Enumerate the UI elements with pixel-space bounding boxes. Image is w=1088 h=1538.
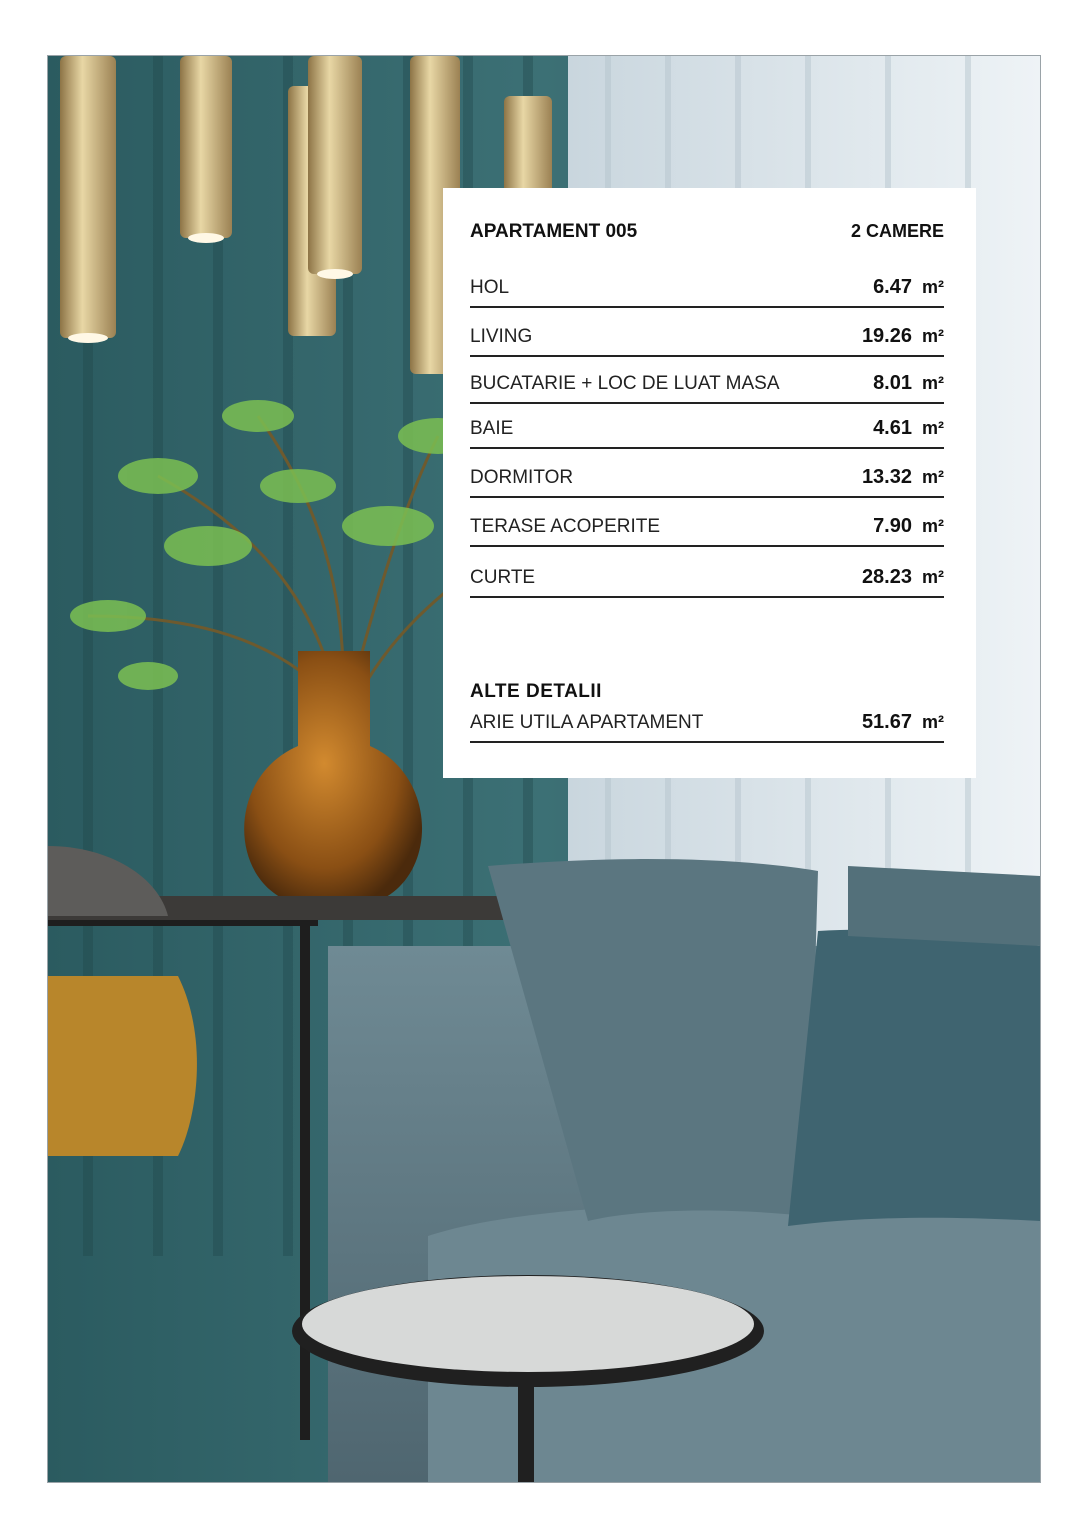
room-label: LIVING xyxy=(470,326,533,347)
room-area: 8.01 xyxy=(873,372,912,394)
area-unit: m² xyxy=(922,567,944,587)
room-area: 28.23 xyxy=(861,566,912,588)
room-label: BUCATARIE + LOC DE LUAT MASA xyxy=(470,373,780,394)
area-unit: m² xyxy=(922,418,944,438)
apartment-title: APARTAMENT 005 xyxy=(470,221,638,242)
area-unit: m² xyxy=(922,277,944,297)
room-label: BAIE xyxy=(470,418,514,439)
room-list xyxy=(470,275,944,610)
area-unit: m² xyxy=(922,712,944,732)
detail-row-arie-utila xyxy=(470,712,944,743)
details-list xyxy=(470,712,944,755)
rooms-count: 2 CAMERE xyxy=(850,221,944,241)
area-unit: m² xyxy=(922,467,944,487)
room-row-dormitor xyxy=(470,461,944,498)
room-row-living xyxy=(470,320,944,357)
detail-area: 51.67 xyxy=(861,711,912,733)
room-area: 7.90 xyxy=(873,515,912,537)
room-row-hol xyxy=(470,275,944,308)
apartment-info-card xyxy=(443,188,976,778)
area-unit: m² xyxy=(922,516,944,536)
room-label: CURTE xyxy=(470,567,536,588)
room-row-curte xyxy=(470,559,944,598)
card-header xyxy=(470,221,944,243)
room-row-bucatarie xyxy=(470,369,944,404)
room-row-baie xyxy=(470,416,944,449)
room-area: 6.47 xyxy=(873,276,912,298)
room-area: 13.32 xyxy=(861,466,912,488)
room-label: HOL xyxy=(470,277,510,298)
area-unit: m² xyxy=(922,373,944,393)
area-unit: m² xyxy=(922,326,944,346)
room-area: 4.61 xyxy=(873,417,912,439)
room-label: TERASE ACOPERITE xyxy=(470,516,661,537)
detail-label: ARIE UTILA APARTAMENT xyxy=(470,712,704,733)
room-label: DORMITOR xyxy=(470,467,574,488)
room-row-terase xyxy=(470,510,944,547)
details-title: ALTE DETALII xyxy=(470,681,602,702)
room-area: 19.26 xyxy=(861,325,912,347)
